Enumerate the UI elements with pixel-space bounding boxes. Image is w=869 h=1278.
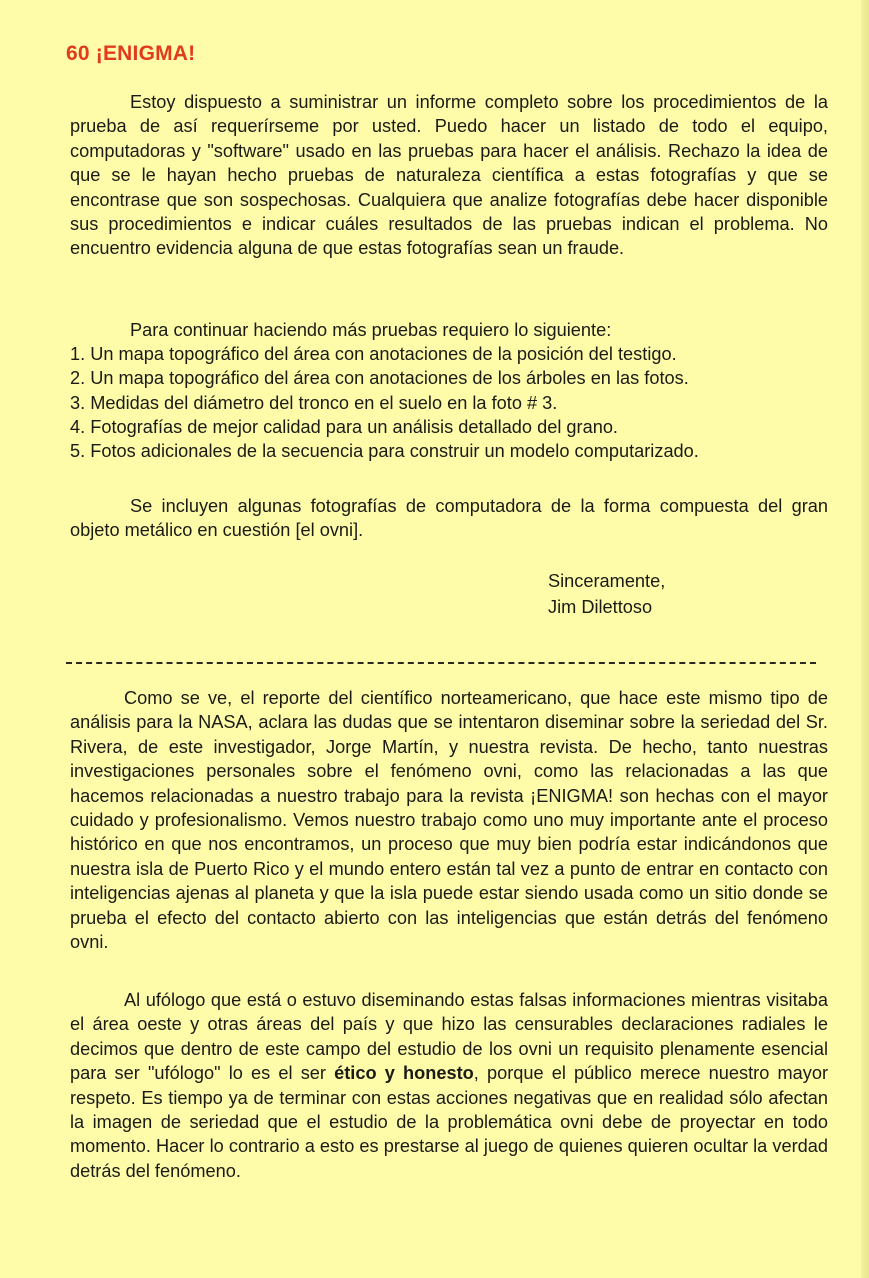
signature: Jim Dilettoso	[548, 597, 653, 617]
closing: Sinceramente,	[548, 571, 666, 591]
list-item: 3. Medidas del diámetro del tronco en el suelo en la foto # 3.	[70, 392, 558, 413]
letter-paragraph-3: Se incluyen algunas fotografías de computadora de la forma compuesta del gran objeto metálico en cuestión [el ovni].	[70, 496, 828, 541]
list-item: 1. Un mapa topográfico del área con anotaciones de la posición del testigo.	[70, 344, 677, 364]
article-paragraph-2-end: , porque el público merece nuestro mayor respeto. Es tiempo ya de terminar con estas acciones negativas que en realidad sólo afectan la imagen de seriedad que el estudio de la problemática ovni debe de proyectar en todo momento. Hacer lo contrario a esto es prestarse al juego de quienes quieren ocultar la verdad detrás del fenómeno.	[70, 1063, 829, 1181]
article-paragraph-2	[70, 988, 828, 1183]
article-paragraph-1-block	[70, 686, 828, 954]
page-edge	[861, 0, 869, 1278]
article-paragraph-1: Como se ve, el reporte del científico norteamericano, que hace este mismo tipo de análisis para la NASA, aclara las dudas que se intentaron diseminar sobre la seriedad del Sr. Rivera, de este investigador, Jorge Martín, y nuestra revista. De hecho, tanto nuestras investigaciones personales sobre el fenómeno ovni, como las relacionadas a las que hacemos relacionadas a nuestro trabajo para la revista ¡ENIGMA! son hechas con el mayor cuidado y profesionalismo. Vemos nuestro trabajo como uno muy importante ante el proceso histórico en que nos encontramos, un proceso que muy bien podría estar indicándonos que nuestra isla de Puerto Rico y el mundo entero están tal vez a punto de entrar en contacto con inteligencias ajenas al planeta y que la isla puede estar siendo usada como un sitio donde se prueba el efecto del contacto abierto con las inteligencias que están detrás del fenómeno ovni.	[70, 688, 828, 953]
page-number: 60	[66, 42, 90, 65]
article-paragraph-2-block	[70, 988, 828, 1183]
section-divider	[66, 662, 816, 664]
list-item: 5. Fotos adicionales de la secuencia para construir un modelo computarizado.	[70, 441, 699, 462]
page-header	[66, 42, 201, 66]
requirements-list	[70, 342, 830, 463]
letter-paragraph-1: Estoy dispuesto a suministrar un informe completo sobre los procedimientos de la prueba de así requerírseme por usted. Puedo hacer un listado de todo el equipo, computadoras y "software" usado en las pruebas para hacer el análisis. Rechazo la idea de que se le hayan hecho pruebas de naturaleza científica a estas fotografías y que se encontrase que son sospechosas. Cualquiera que analize fotografías debe hacer disponible sus procedimientos e indicar cuáles resultados de las pruebas indican el problema. No encuentro evidencia alguna de que estas fotografías sean un fraude.	[70, 92, 828, 259]
letter-paragraph-2-block	[70, 318, 828, 342]
letter-paragraph-2: Para continuar haciendo más pruebas requiero lo siguiente:	[130, 320, 612, 340]
letter-paragraph-1-block	[70, 90, 828, 261]
magazine-title: ¡ENIGMA!	[95, 42, 196, 65]
list-item: 2. Un mapa topográfico del área con anotaciones de los árboles en las fotos.	[70, 368, 689, 389]
letter-paragraph-3-block	[70, 494, 828, 543]
letter-signoff	[548, 568, 665, 620]
list-item: 4. Fotografías de mejor calidad para un análisis detallado del grano.	[70, 416, 618, 437]
article-paragraph-2-emphasis: ético y honesto	[334, 1063, 474, 1084]
article-paragraph-2-start: Al ufólogo que está o estuvo diseminando estas falsas informaciones mientras visitaba el área oeste y otras áreas del país y que hizo las censurables declaraciones radiales le decimos que dentro de este campo del estudio de los ovni un requisito plenamente esencial para ser "ufólogo" lo es el ser	[70, 990, 828, 1084]
